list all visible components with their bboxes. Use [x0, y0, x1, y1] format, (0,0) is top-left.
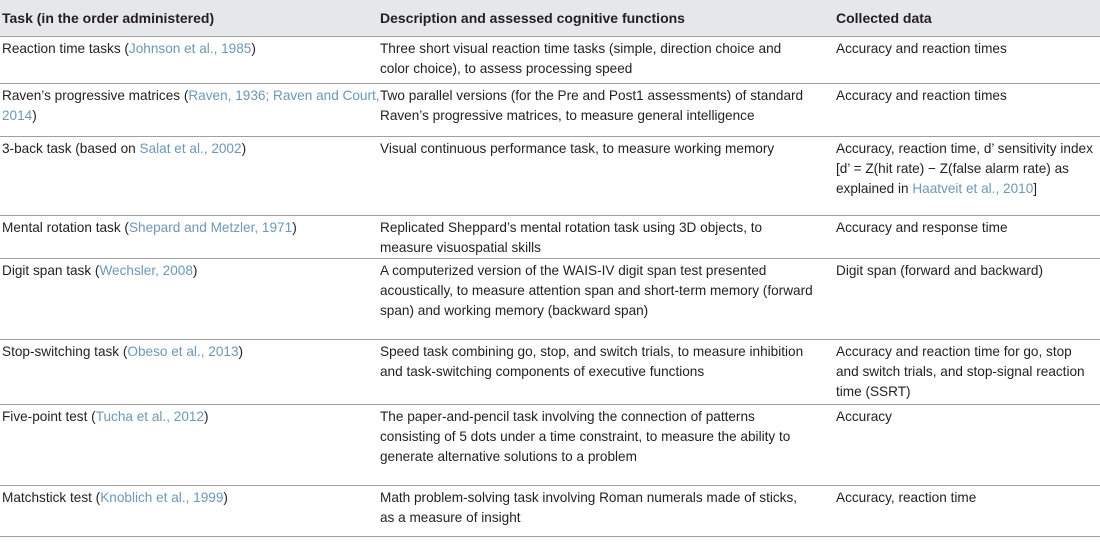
collected-data-cell [836, 137, 1100, 216]
description-cell: Two parallel versions (for the Pre and Post1 assessments) of standard Raven’s progressive matrices, to measure general intelligence [380, 84, 836, 137]
description-cell: Math problem-solving task involving Roman numerals made of sticks, as a measure of insight [380, 486, 836, 537]
task-name: Stop-switching task ( [2, 344, 128, 359]
collected-data-text: Accuracy and response time [836, 220, 1008, 235]
collected-data-text: Digit span (forward and backward) [836, 263, 1044, 278]
table-header-row [0, 0, 1100, 37]
citation-link[interactable]: Shepard and Metzler, 1971 [128, 220, 293, 235]
citation-link[interactable]: Salat et al., 2002 [139, 141, 242, 156]
description-cell: A computerized version of the WAIS-IV digit span test presented acoustically, to measure attention span and short-term memory (forward span) and working memory (backward span) [380, 259, 836, 340]
collected-data-cell [836, 405, 1100, 486]
table-row [0, 259, 1100, 340]
task-cell [0, 259, 380, 340]
citation-link[interactable]: Knoblich et al., 1999 [100, 490, 224, 505]
task-name-tail: ) [251, 41, 256, 56]
task-name-tail: ) [292, 220, 297, 235]
task-name-tail: ) [204, 409, 209, 424]
citation-link[interactable]: Tucha et al., 2012 [95, 409, 205, 424]
table-row [0, 216, 1100, 259]
header-task: Task (in the order administered) [0, 0, 380, 37]
description-cell: Three short visual reaction time tasks (simple, direction choice and color choice), to assess processing speed [380, 37, 836, 84]
task-name: Mental rotation task ( [2, 220, 129, 235]
citation-link[interactable]: Raven, 1936; Raven and Court, 2014 [2, 88, 380, 123]
task-name-tail: ) [238, 344, 244, 359]
description-cell: Speed task combining go, stop, and switch trials, to measure inhibition and task-switching components of executive functions [380, 340, 836, 405]
description-cell: The paper-and-pencil task involving the connection of patterns consisting of 5 dots under a time constraint, to measure the ability to generate alternative solutions to a problem [380, 405, 836, 486]
collected-data-text: Accuracy and reaction times [836, 88, 1007, 103]
collected-data-cell [836, 216, 1100, 259]
collected-data-text: Accuracy and reaction times [836, 41, 1007, 56]
header-collected-data: Collected data [836, 0, 1100, 37]
task-cell [0, 486, 380, 537]
task-cell [0, 340, 380, 405]
task-name: Digit span task ( [2, 263, 100, 278]
task-cell [0, 216, 380, 259]
task-name-tail: ) [223, 490, 228, 505]
citation-link[interactable]: Haatveit et al., 2010 [912, 181, 1034, 196]
collected-data-cell [836, 84, 1100, 137]
table-row [0, 37, 1100, 84]
citation-link[interactable]: Wechsler, 2008 [99, 263, 193, 278]
task-name: Raven’s progressive matrices ( [2, 88, 189, 103]
collected-data-text: Accuracy, reaction time [836, 490, 977, 505]
collected-data-cell [836, 37, 1100, 84]
citation-link[interactable]: Johnson et al., 1985 [128, 41, 252, 56]
description-cell: Visual continuous performance task, to measure working memory [380, 137, 836, 216]
collected-data-cell [836, 340, 1100, 405]
task-name: 3-back task (based on [2, 141, 140, 156]
task-name: Reaction time tasks ( [2, 41, 129, 56]
task-cell [0, 137, 380, 216]
collected-data-text: Accuracy, reaction time, d’ sensitivity index [d’ = Z(hit rate) − Z(false alarm rate) as explained in [836, 141, 1093, 196]
collected-data-cell [836, 259, 1100, 340]
task-cell [0, 84, 380, 137]
citation-link[interactable]: Obeso et al., 2013 [127, 344, 239, 359]
collected-data-cell [836, 486, 1100, 537]
task-cell [0, 37, 380, 84]
table-row [0, 340, 1100, 405]
task-name-tail: ) [241, 141, 247, 156]
table-row [0, 137, 1100, 216]
table-row [0, 486, 1100, 537]
table-row [0, 405, 1100, 486]
description-cell: Replicated Sheppard’s mental rotation task using 3D objects, to measure visuospatial skills [380, 216, 836, 259]
task-name: Matchstick test ( [2, 490, 101, 505]
task-name-tail: ) [192, 263, 198, 278]
collected-data-text: Accuracy and reaction time for go, stop and switch trials, and stop-signal reaction time (SSRT) [836, 344, 1085, 399]
task-name: Five-point test ( [2, 409, 96, 424]
collected-data-tail: ] [1033, 181, 1038, 196]
task-name-tail: ) [32, 108, 37, 123]
header-description: Description and assessed cognitive functions [380, 0, 836, 37]
table-row [0, 84, 1100, 137]
collected-data-text: Accuracy [836, 409, 892, 424]
task-cell [0, 405, 380, 486]
